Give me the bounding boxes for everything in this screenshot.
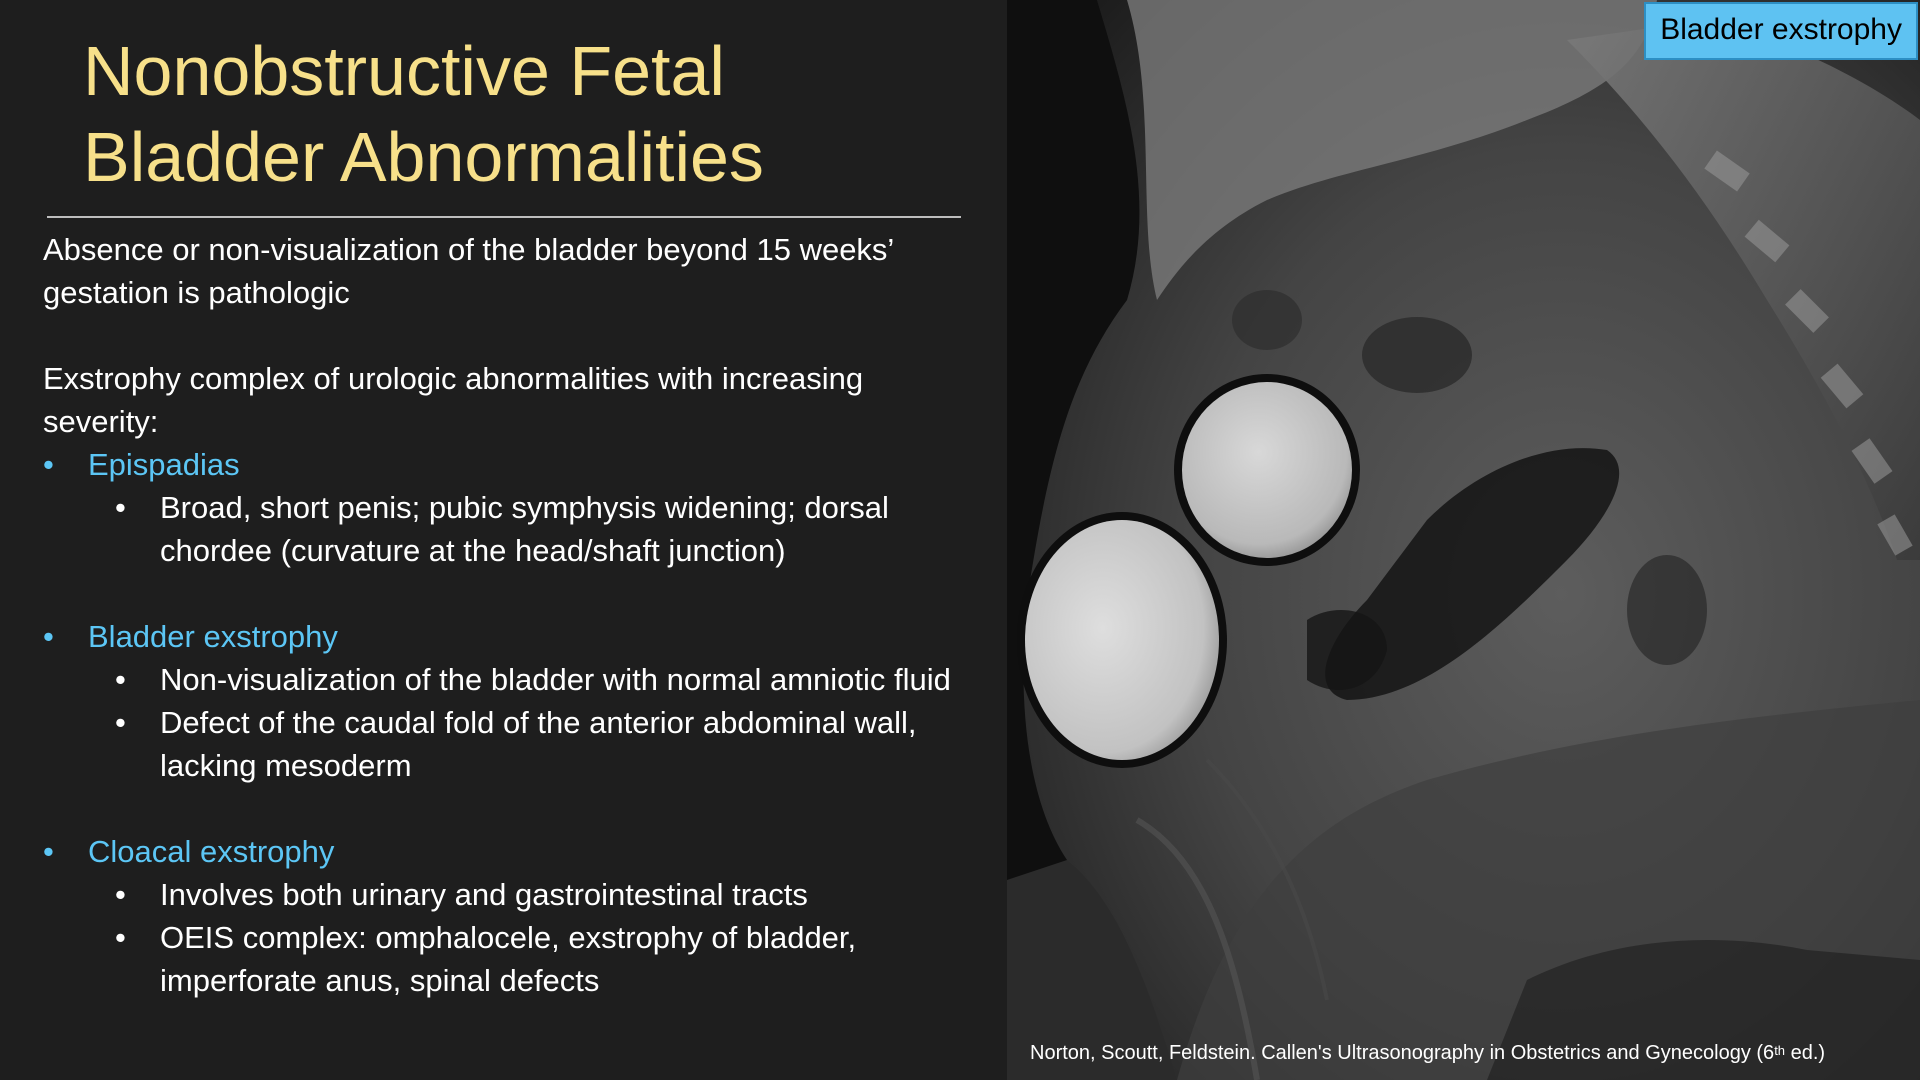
slide-body xyxy=(43,228,983,1002)
image-citation xyxy=(1030,1038,1825,1068)
slide-title xyxy=(83,28,963,200)
sub-bullet xyxy=(43,701,983,787)
sub-bullet-marker: • xyxy=(115,920,126,955)
mri-image xyxy=(1007,0,1920,1080)
complex-intro-paragraph: Exstrophy complex of urologic abnormalities with increasing severity: xyxy=(43,361,864,439)
bullet-bladder-exstrophy xyxy=(43,615,983,658)
sub-bullet-marker: • xyxy=(115,490,126,525)
bullet-marker: • xyxy=(43,619,54,654)
sub-bullet-marker: • xyxy=(115,877,126,912)
sub-bullet-text: Involves both urinary and gastrointestinal tracts xyxy=(160,877,808,912)
bullet-marker: • xyxy=(43,447,54,482)
sub-bullet xyxy=(43,873,983,916)
title-divider xyxy=(47,216,961,218)
sub-bullet xyxy=(43,658,983,701)
sub-bullet-text: OEIS complex: omphalocele, exstrophy of bladder, imperforate anus, spinal defects xyxy=(160,920,857,998)
sub-bullet-text: Defect of the caudal fold of the anterior abdominal wall, lacking mesoderm xyxy=(160,705,917,783)
title-line-1: Nonobstructive Fetal xyxy=(83,32,725,110)
image-label: Bladder exstrophy xyxy=(1644,2,1918,60)
citation-sup: th xyxy=(1774,1043,1786,1058)
bullet-heading: Bladder exstrophy xyxy=(88,619,338,654)
sub-bullet xyxy=(43,916,983,1002)
bullet-heading: Cloacal exstrophy xyxy=(88,834,335,869)
bullet-epispadias xyxy=(43,443,983,486)
citation-main: Norton, Scoutt, Feldstein. Callen's Ultrasonography in Obstetrics and Gynecology (6 xyxy=(1030,1042,1775,1064)
sub-bullet-marker: • xyxy=(115,662,126,697)
sub-bullet-text: Non-visualization of the bladder with normal amniotic fluid xyxy=(160,662,951,697)
mri-image-panel xyxy=(1007,0,1920,1080)
bullet-cloacal-exstrophy xyxy=(43,830,983,873)
sub-bullet-marker: • xyxy=(115,705,126,740)
sub-bullet xyxy=(43,486,983,572)
intro-paragraph: Absence or non-visualization of the bladder beyond 15 weeks’ gestation is pathologic xyxy=(43,232,894,310)
citation-end: ed.) xyxy=(1785,1042,1826,1064)
bullet-heading: Epispadias xyxy=(88,447,240,482)
title-line-2: Bladder Abnormalities xyxy=(83,118,764,196)
bullet-marker: • xyxy=(43,834,54,869)
sub-bullet-text: Broad, short penis; pubic symphysis widening; dorsal chordee (curvature at the head/shaft junction) xyxy=(160,490,889,568)
